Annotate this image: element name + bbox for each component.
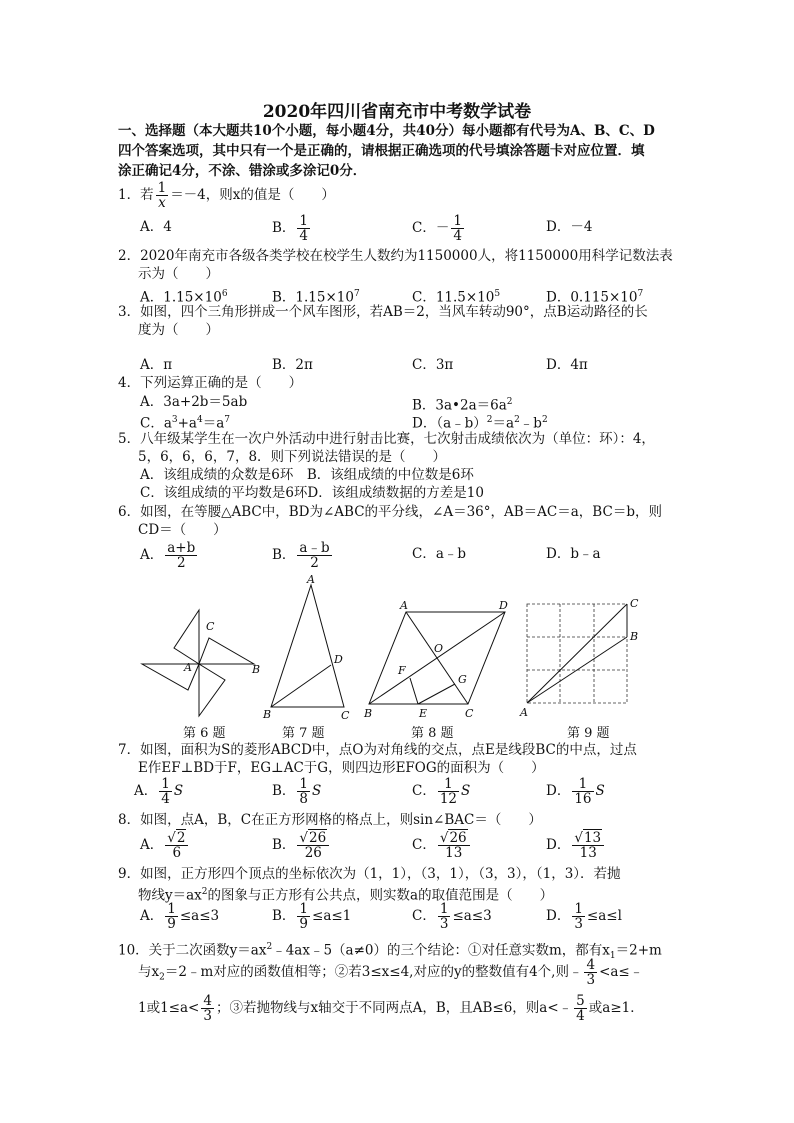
question-4-stem: 4．下列运算正确的是（ ） (118, 375, 303, 391)
q2-option-b: B．$1.15\times 10^7$ (272, 289, 360, 306)
question-6-line1: 6．如图，在等腰△ABC中，BD为∠ABC的平分线，∠A＝36°，AB＝AC＝a，BC＝b，则 (118, 504, 662, 520)
question-3-line2: 度为（ ） (138, 322, 219, 338)
q4-option-b: B．$3a•2a=6a^2$ (412, 397, 513, 414)
fig6-blade-top (174, 610, 199, 664)
figure-9-lines (527, 604, 627, 703)
fig6-label-c: C (206, 620, 215, 633)
question-10-line3: 1或1≤a< $\frac{4}{3}$ ；③若抛物线与x轴交于不同两点A，B，且AB≤6，则a<﹣ $\frac{5}{4}$ 或a≥1． (138, 993, 644, 1024)
fig9-label-b: B (630, 630, 639, 643)
q3-option-d: D．4π (546, 357, 588, 373)
fig6-blade-bottom (199, 664, 225, 716)
question-9-line1: 9．如图，正方形四个顶点的坐标依次为（1，1），（3，1），（3，3），（1，3）．若抛 (118, 866, 621, 882)
question-7-line1: 7．如图，面积为S的菱形ABCD中，点O为对角线的交点，点E是线段BC的中点，过点 (118, 742, 637, 758)
caption-figure-9: 第 9 题 (567, 726, 610, 741)
q1-option-a: A．4 (140, 219, 172, 235)
page-title: 2020年四川省南充市中考数学试卷 (262, 102, 532, 122)
question-2-line2: 示为（ ） (138, 266, 219, 282)
q5-options-ab: A．该组成绩的众数是6环 B．该组成绩的中位数是6环 (140, 467, 474, 483)
q7-option-b: B． $\frac{1}{8}$ S (272, 776, 322, 807)
section-instructions-line3: 涂正确记4分，不涂、错涂或多涂记0分． (118, 163, 367, 179)
question-10-line1: 10．关于二次函数$y=ax^2﹣4ax﹣5(a\ne 0)$的三个结论：①对任意实数m，都有$x_1=2+m$ (118, 942, 662, 962)
fig8-label-e: E (419, 707, 428, 720)
q4-option-c: C．$a^3+a^4=a^7$ (140, 415, 231, 432)
question-10-line2: 与$x_2=2﹣m$对应的函数值相等；②若3≤x≤4,对应的y的整数值有4个,则﹣ $\frac{4}{3}$ <a≤﹣ (138, 957, 644, 988)
q4-option-d: D．$(a﹣b)^2=a^2﹣b^2$ (412, 415, 548, 432)
fig7-label-c: C (341, 709, 350, 722)
q6-option-a: A． $\frac{a+b}{2}$ (140, 540, 196, 571)
fig8-label-c: C (465, 707, 474, 720)
question-7-line2: E作EF⊥BD于F，EG⊥AC于G，则四边形EFOG的面积为（ ） (138, 760, 545, 776)
q6-option-c: C．a﹣b (412, 546, 467, 562)
q2-option-c: C．$11.5\times 10^5$ (412, 289, 501, 306)
fig8-label-f: F (398, 664, 406, 677)
fig7-triangle-abc (271, 585, 344, 707)
q9-option-c: C． $\frac{1}{3}$ ≤a≤3 (412, 901, 492, 932)
fig8-diagonal-bd (369, 612, 505, 704)
fig6-blade-right (199, 638, 254, 664)
fig7-label-d: D (334, 653, 343, 666)
fig7-label-b: B (263, 708, 272, 721)
figure-8-rhombus (369, 612, 505, 704)
caption-figure-6: 第 6 题 (183, 726, 226, 741)
section-instructions-line2: 四个答案选项，其中只有一个是正确的，请根据正确选项的代号填涂答题卡对应位置．填 (118, 143, 645, 159)
q8-option-b: B． $\frac{√26}{26}$ (272, 829, 331, 861)
q3-option-b: B．2π (272, 357, 313, 373)
q8-option-a: A． $\frac{√2}{6}$ (140, 829, 190, 861)
q9-option-d: D． $\frac{1}{3}$ ≤a≤l (546, 901, 622, 932)
q2-option-d: D．$0.115\times 10^7$ (546, 289, 644, 306)
question-6-line2: CD＝（ ） (138, 522, 227, 538)
question-1-stem: 1．若 $\frac{1}{x}$ ＝－4，则x的值是（ ） (118, 180, 335, 211)
question-9-line2: 物线$y=ax^2$的图象与正方形有公共点，则实数a的取值范围是（ ） (138, 887, 554, 904)
q7-option-c: C． $\frac{1}{12}$ S (412, 776, 471, 807)
fig9-label-c: C (630, 597, 639, 610)
fig6-label-b: B (252, 663, 261, 676)
fig9-line-ac (527, 604, 627, 703)
q7-option-d: D． $\frac{1}{16}$ S (546, 776, 605, 807)
fig8-label-o: O (434, 642, 444, 655)
fig8-label-d: D (499, 599, 508, 612)
fig8-segment-eg (418, 684, 455, 704)
fig7-bisector-bd (271, 665, 331, 707)
q6-option-d: D．b﹣a (546, 546, 601, 562)
question-5-line1: 5．八年级某学生在一次户外活动中进行射击比赛，七次射击成绩依次为（单位：环）：4， (118, 431, 655, 447)
caption-figure-7: 第 7 题 (282, 726, 325, 741)
q9-option-a: A． $\frac{1}{9}$ ≤a≤3 (140, 901, 220, 932)
q5-options-cd: C．该组成绩的平均数是6环D．该组成绩数据的方差是10 (140, 485, 484, 501)
fig8-segment-ef (410, 678, 418, 704)
section-instructions-line1: 一、选择题（本大题共10个小题，每小题4分，共40分）每小题都有代号为A、B、C、D (118, 123, 655, 139)
question-5-line2: 5，6，6，6，7，8．则下列说法错误的是（ ） (138, 449, 447, 465)
q1-option-c: C．－ $\frac{1}{4}$ (412, 213, 462, 244)
fig7-label-a: A (307, 573, 315, 586)
q3-option-a: A．π (140, 357, 173, 373)
q3-option-c: C．3π (412, 357, 454, 373)
q6-option-b: B． $\frac{a﹣b}{2}$ (272, 540, 330, 571)
q9-option-b: B． $\frac{1}{9}$ ≤a≤1 (272, 901, 352, 932)
fig8-label-g: G (458, 673, 467, 686)
q1-option-b: B． $\frac{1}{4}$ (272, 213, 309, 244)
fig9-label-a: A (520, 706, 528, 719)
q1-option-d: D．－4 (546, 219, 593, 235)
q4-option-a: A．3a+2b＝5ab (140, 394, 248, 410)
q8-option-d: D． $\frac{√13}{13}$ (546, 829, 606, 861)
question-2-line1: 2．2020年南充市各级各类学校在校学生人数约为1150000人，将1150000用科学记数法表 (118, 248, 673, 264)
q7-option-a: A． $\frac{1}{4}$ S (134, 776, 184, 807)
figure-7-triangle (271, 585, 344, 707)
fig8-label-b: B (364, 707, 373, 720)
question-3-line1: 3．如图，四个三角形拼成一个风车图形，若AB＝2，当风车转动90°，点B运动路径的长 (118, 304, 648, 320)
fig8-label-a: A (400, 599, 408, 612)
q8-option-c: C． $\frac{√26}{13}$ (412, 829, 472, 861)
question-8-stem: 8．如图，点A，B，C在正方形网格的格点上，则sin∠BAC＝（ ） (118, 812, 542, 828)
figure-6-windmill (142, 610, 254, 716)
q2-option-a: A．$1.15\times 10^6$ (140, 289, 228, 306)
caption-figure-8: 第 8 题 (411, 726, 454, 741)
fig6-label-a: A (184, 661, 192, 674)
